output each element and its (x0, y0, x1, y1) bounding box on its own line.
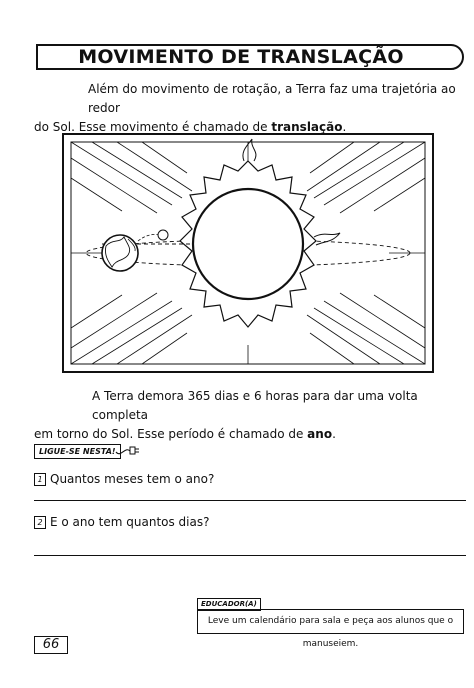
page-title: MOVIMENTO DE TRANSLAÇÃO (78, 46, 404, 68)
fact-line-1: A Terra demora 365 dias e 6 horas para dar uma volta completa (92, 389, 418, 422)
educador-note: Leve um calendário para sala e peça aos alunos que o manuseiem. (197, 609, 464, 634)
question-text: Quantos meses tem o ano? (50, 472, 215, 486)
intro-paragraph (34, 80, 466, 137)
sun-earth-illustration (62, 133, 434, 373)
fact-keyword: ano (307, 427, 333, 441)
intro-line-1: Além do movimento de rotação, a Terra faz uma trajetória ao redor (88, 82, 456, 115)
intro-punct: . (342, 120, 347, 134)
ligue-se-tag: LIGUE-SE NESTA! (34, 444, 121, 459)
question-number: 2 (34, 516, 46, 529)
question-2 (34, 514, 209, 530)
question-number: 1 (34, 473, 46, 486)
question-text: E o ano tem quantos dias? (50, 515, 210, 529)
question-1 (34, 471, 214, 487)
intro-text: do Sol. Esse movimento é chamado de (34, 120, 272, 134)
fact-punct: . (332, 427, 336, 441)
fact-line-2 (34, 425, 466, 444)
educador-tag: EDUCADOR(A) (197, 598, 261, 611)
intro-keyword: translação (271, 120, 343, 134)
plug-icon (115, 442, 141, 458)
answer-line-1[interactable] (34, 500, 466, 501)
fact-text: em torno do Sol. Esse período é chamado de (34, 427, 308, 441)
answer-line-2[interactable] (34, 555, 466, 556)
page-number: 66 (34, 636, 68, 654)
fact-paragraph (34, 387, 466, 444)
